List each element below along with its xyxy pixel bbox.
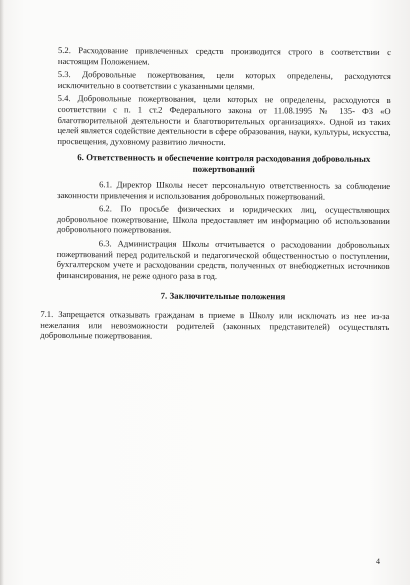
paragraph-5-3: 5.3. Добровольные пожертвования, цели которых определены, расходуются исключительно в соответствии с указанными целями. [57, 69, 391, 91]
document-body [40, 45, 391, 346]
paragraph-6-1: 6.1. Директор Школы несет персональную ответственность за соблюдение законности привлечения и использования добровольных пожертвований. [57, 179, 391, 202]
paragraph-5-2: 5.2. Расходование привлеченных средств производится строго в соответствии с настоящим Положением. [57, 45, 391, 67]
paragraph-7-1: 7.1. Запрещается отказывать гражданам в приеме в Школу или исключать из нее из-за нежелания или невозможности родителей (законных представителей) осуществлять добровольные пожертвования. [40, 308, 390, 341]
paragraph-5-4: 5.4. Добровольные пожертвования, цели которых не определены, расходуются в соответствии с п. 1 ст.2 Федерального закона от 11.08.1995 № 135- ФЗ «О благотворительной деятельности и благотворительных организациях». Одной из таких целей является содействие деятельности в сфере образования, науки, культуры, искусства, просвещения, духовному развитию личности. [57, 93, 391, 147]
section-6-title: 6. Ответственность и обеспечение контроля расходования добровольных пожертвований [77, 152, 371, 175]
page-number: 4 [376, 557, 380, 566]
paragraph-6-2: 6.2. По просьбе физических и юридических лиц, осуществляющих добровольное пожертвование, Школа предоставляет им информацию об использовании добровольного пожертвования. [56, 203, 391, 236]
scan-edge-shadow [0, 0, 4, 585]
paragraph-6-3: 6.3. Администрация Школы отчитывается о расходовании добровольных пожертвований перед родительской и педагогической общественностью о поступлении, бухгалтерском учете и расходовании средств, полученных от внебюджетных источников финансирования, не реже одного раза в год. [56, 238, 390, 281]
section-7-title: 7. Заключительные положения [160, 290, 286, 302]
